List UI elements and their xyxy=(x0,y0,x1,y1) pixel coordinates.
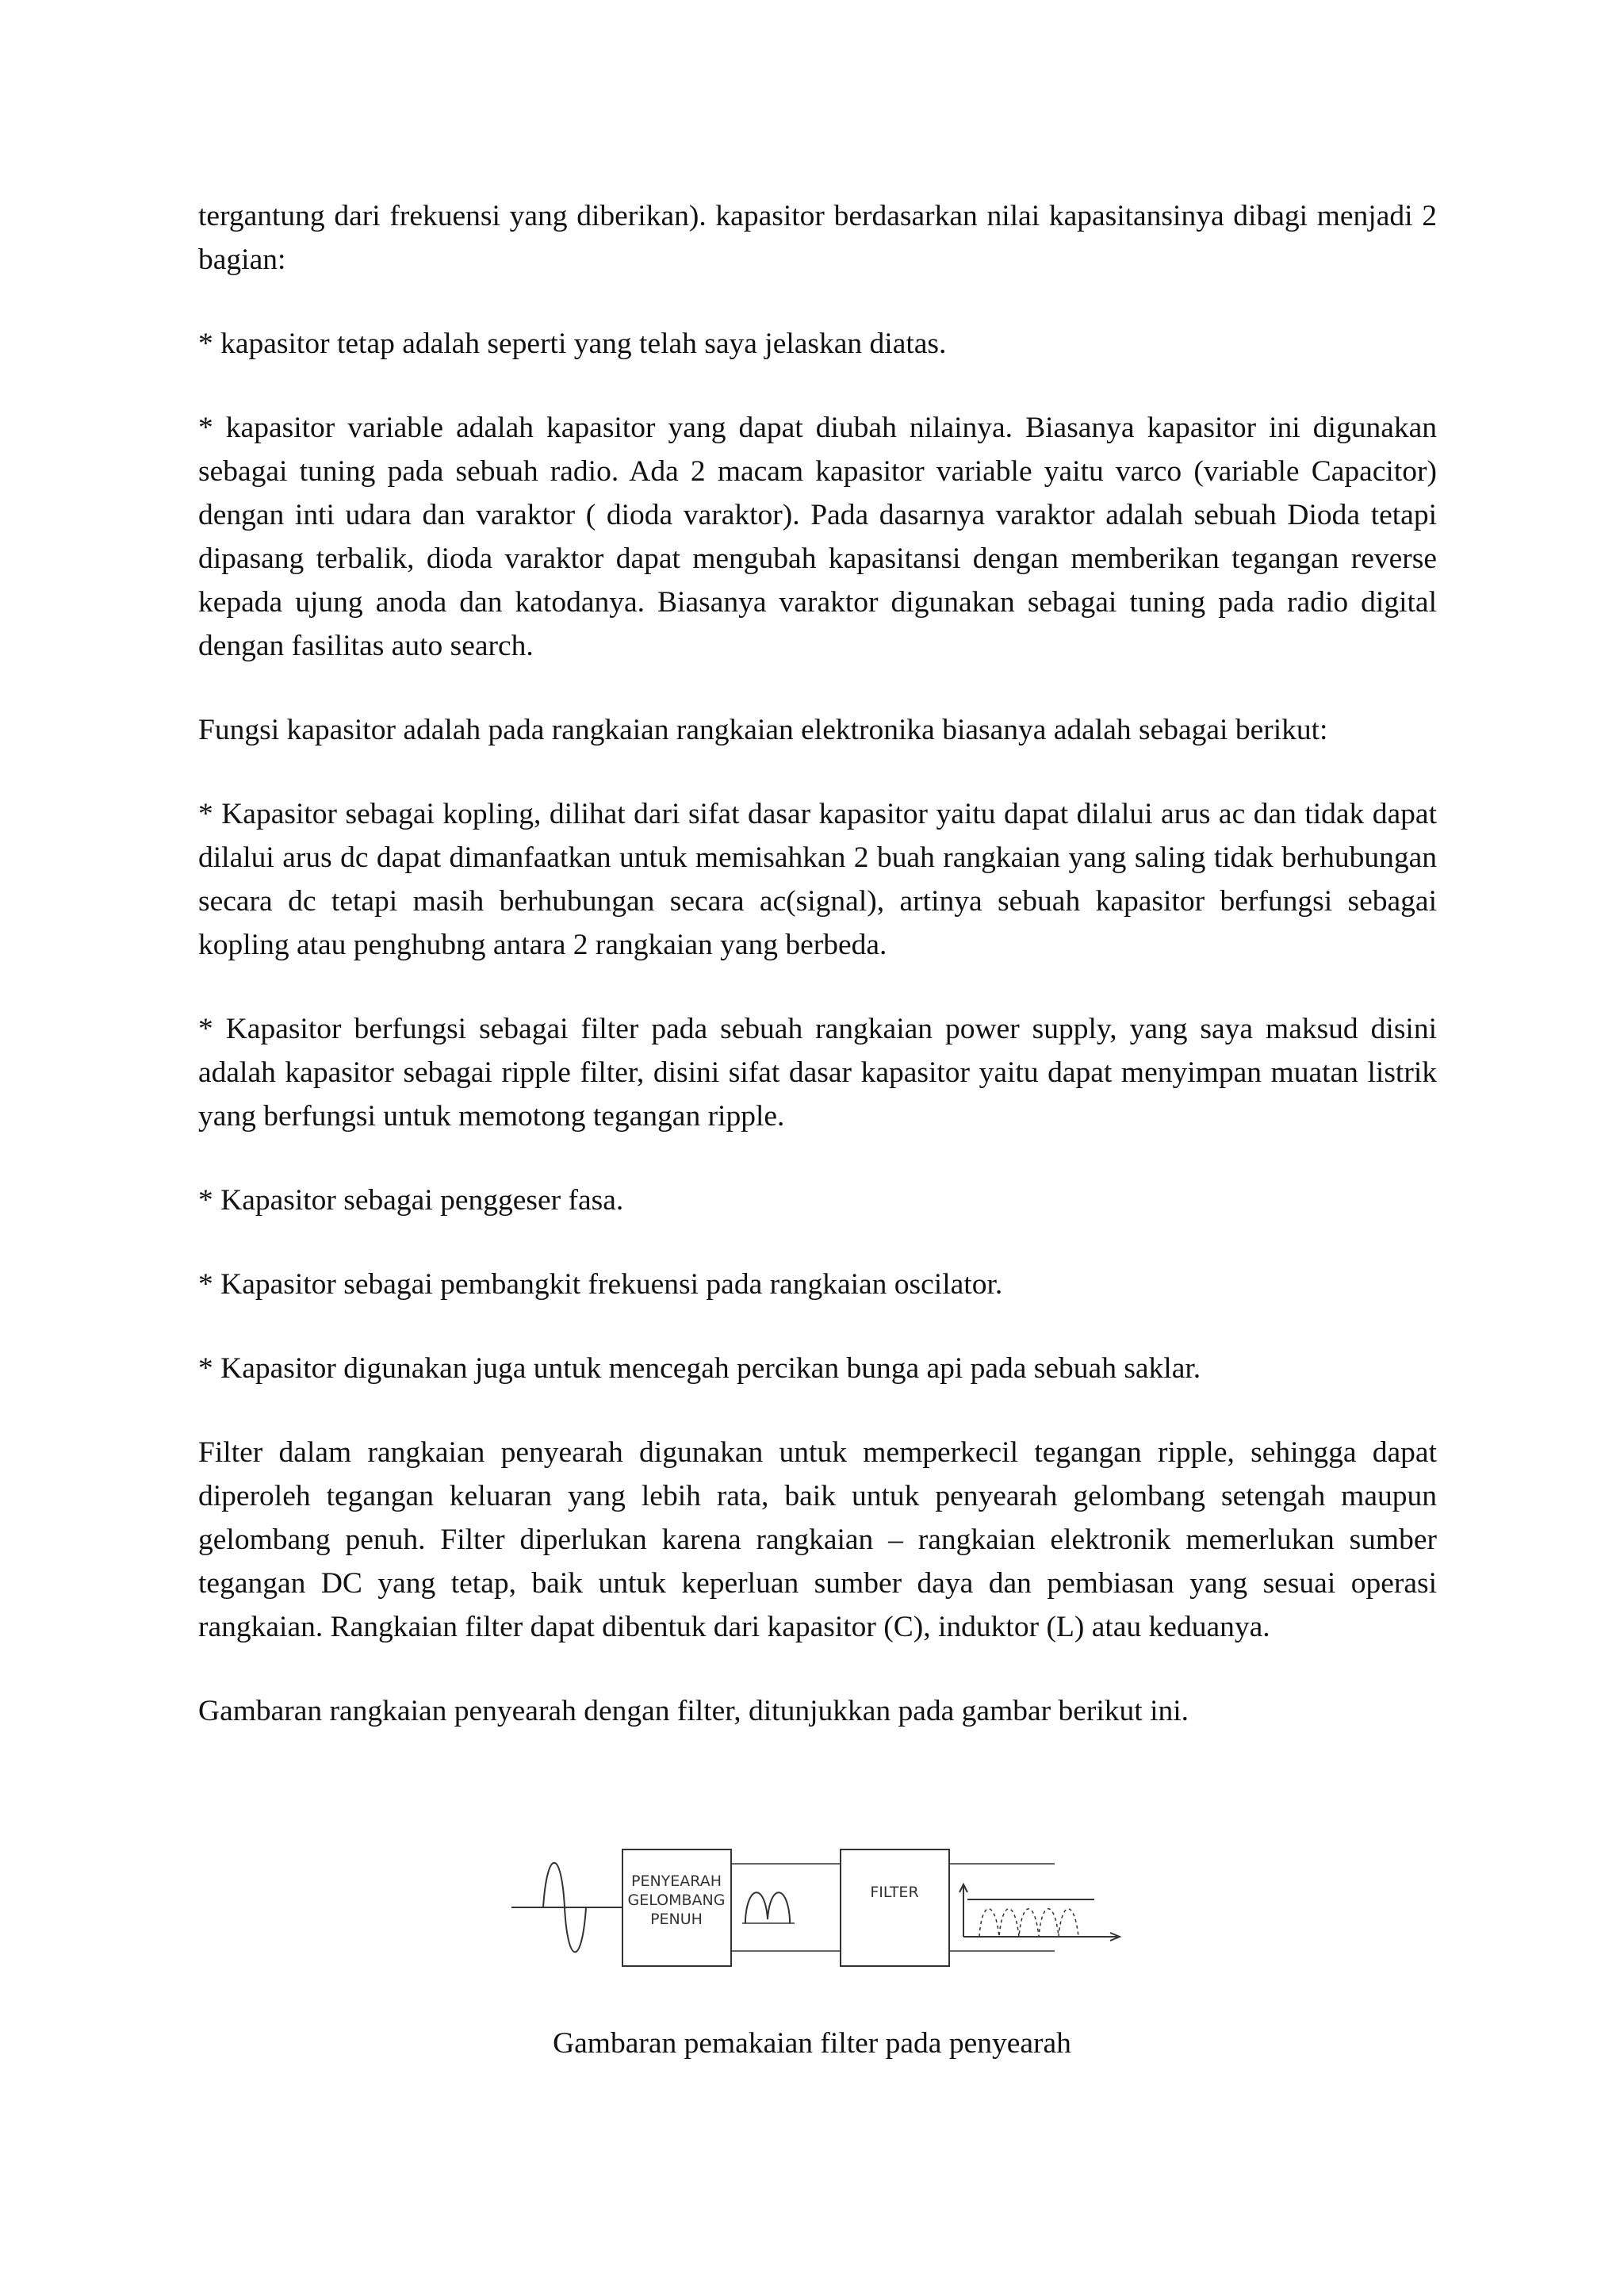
rectifier-filter-diagram xyxy=(508,1840,1134,1975)
paragraph-3: * kapasitor variable adalah kapasitor yang dapat diubah nilainya. Biasanya kapasitor ini digunakan sebagai tuning pada sebuah radio. Ada 2 macam kapasitor variable yaitu varco (variable Capacitor) dengan inti udara dan varaktor ( dioda varaktor). Pada dasarnya varaktor adalah sebuah Dioda tetapi dipasang terbalik, dioda varaktor dapat mengubah kapasitansi dengan memberikan tegangan reverse kepada ujung anoda dan katodanya. Biasanya varaktor digunakan sebagai tuning pada radio digital dengan fasilitas auto search. xyxy=(198,412,1437,662)
paragraph-5: * Kapasitor sebagai kopling, dilihat dari sifat dasar kapasitor yaitu dapat dilalui arus ac dan tidak dapat dilalui arus dc dapat dimanfaatkan untuk memisahkan 2 buah rangkaian yang saling tidak berhubungan secara dc tetapi masih berhubungan secara ac(signal), artinya sebuah kapasitor berfungsi sebagai kopling atau penghubng antara 2 rangkaian yang berbeda. xyxy=(198,798,1437,961)
rectifier-label-line-2: GELOMBANG xyxy=(627,1892,726,1909)
paragraph-8: * Kapasitor sebagai pembangkit frekuensi pada rangkaian oscilator. xyxy=(198,1268,1003,1301)
paragraph-2: * kapasitor tetap adalah seperti yang telah saya jelaskan diatas. xyxy=(198,328,947,360)
rectifier-label-line-1: PENYEARAH xyxy=(631,1872,722,1890)
ripple-wave-icon xyxy=(979,1909,1078,1937)
paragraph-4: Fungsi kapasitor adalah pada rangkaian rangkaian elektronika biasanya adalah sebagai berikut: xyxy=(198,714,1328,746)
figure-caption: Gambaran pemakaian filter pada penyearah xyxy=(553,2027,1071,2060)
document-body xyxy=(198,194,1437,1773)
filter-label: FILTER xyxy=(870,1884,919,1901)
rectified-wave-icon xyxy=(745,1892,790,1923)
diagram-svg xyxy=(508,1840,1134,1975)
paragraph-7: * Kapasitor sebagai penggeser fasa. xyxy=(198,1184,624,1217)
paragraph-6: * Kapasitor berfungsi sebagai filter pada sebuah rangkaian power supply, yang saya maksud disini adalah kapasitor sebagai ripple filter, disini sifat dasar kapasitor yaitu dapat menyimpan muatan listrik yang berfungsi untuk memotong tegangan ripple. xyxy=(198,1013,1437,1133)
filter-block xyxy=(841,1849,949,1966)
paragraph-11: Gambaran rangkaian penyearah dengan filter, ditunjukkan pada gambar berikut ini. xyxy=(198,1695,1189,1727)
rectifier-label-line-3: PENUH xyxy=(650,1911,703,1928)
paragraph-1: tergantung dari frekuensi yang diberikan). kapasitor berdasarkan nilai kapasitansinya dibagi menjadi 2 bagian: xyxy=(198,200,1437,276)
paragraph-9: * Kapasitor digunakan juga untuk mencegah percikan bunga api pada sebuah saklar. xyxy=(198,1352,1201,1385)
paragraph-10: Filter dalam rangkaian penyearah digunakan untuk memperkecil tegangan ripple, sehingga dapat diperoleh tegangan keluaran yang lebih rata, baik untuk penyearah gelombang setengah maupun gelombang penuh. Filter diperlukan karena rangkaian – rangkaian elektronik memerlukan sumber tegangan DC yang tetap, baik untuk keperluan sumber daya dan pembiasan yang sesuai operasi rangkaian. Rangkaian filter dapat dibentuk dari kapasitor (C), induktor (L) atau keduanya. xyxy=(198,1436,1437,1643)
